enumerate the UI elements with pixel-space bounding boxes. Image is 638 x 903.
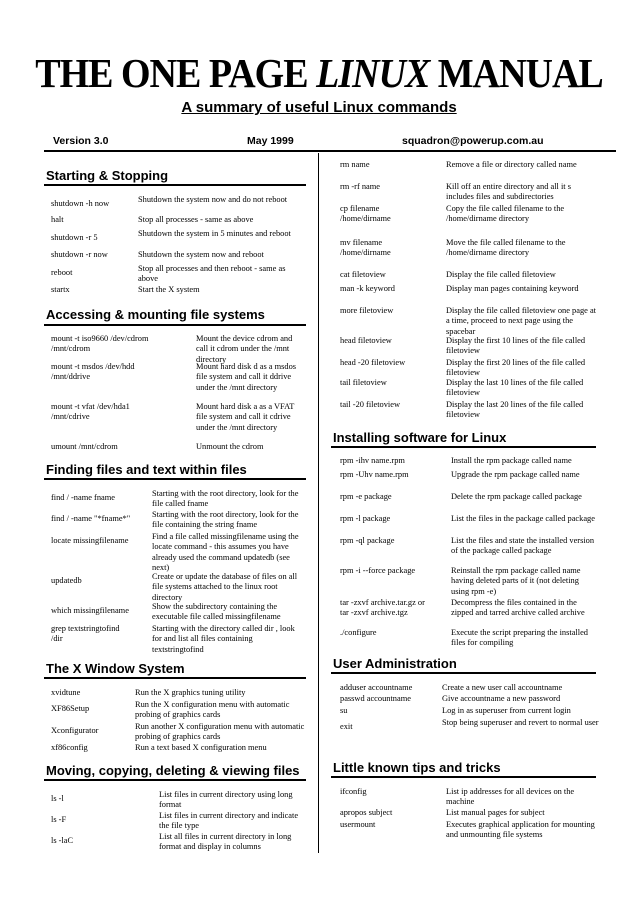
title-part: THE ONE PAGE (35, 51, 317, 97)
description: Upgrade the rpm package called name (451, 470, 580, 479)
command: find / -name "*fname*" (51, 514, 131, 523)
description: Create or update the database of files on all file systems attached to the linux root directory (152, 572, 298, 602)
command: ./configure (340, 628, 377, 637)
description: Shutdown the system now and reboot (138, 250, 264, 259)
description: Decompress the files contained in the zipped and tarred archive called archive (451, 598, 585, 618)
description: Kill off an entire directory and all it s includes files and subdirectories (446, 182, 571, 202)
date: May 1999 (247, 135, 294, 147)
command: shutdown -r 5 (51, 233, 98, 242)
description: Copy the file called filename to the /home/dirname directory (446, 204, 565, 224)
title-linux: LINUX (316, 51, 430, 97)
section-title: Starting & Stopping (46, 168, 169, 183)
description: Mount hard disk d as a msdos file system and call it ddrive under the /mnt directory (196, 362, 297, 392)
description: List the files and state the installed version of the package called package (451, 536, 595, 556)
description: Delete the rpm package called package (451, 492, 582, 501)
description: Remove a file or directory called name (446, 160, 577, 169)
command: shutdown -h now (51, 199, 110, 208)
description: List ip addresses for all devices on the machine (446, 787, 575, 807)
title-part: MANUAL (429, 51, 603, 97)
section-rule (331, 446, 596, 448)
section-rule (44, 324, 306, 326)
command: umount /mnt/cdrom (51, 442, 118, 451)
command: mount -t msdos /dev/hdd /mnt/ddrive (51, 362, 135, 382)
description: Log in as superuser from current login (442, 706, 571, 715)
command: cat filetoview (340, 270, 386, 279)
description: Display the first 20 lines of the file called filetoview (446, 358, 586, 378)
command: locate missingfilename (51, 536, 129, 545)
command: ls -F (51, 815, 67, 824)
command: updatedb (51, 576, 82, 585)
command: mv filename /home/dirname (340, 238, 391, 258)
command: reboot (51, 268, 73, 277)
section-rule (331, 672, 596, 674)
version: Version 3.0 (53, 135, 109, 147)
description: Display the file called filetoview one page at a time, proceed to next page using the spacebar (446, 306, 596, 336)
command: exit (340, 722, 353, 731)
description: List all files in current directory in long format and display in columns (159, 832, 292, 852)
command: startx (51, 285, 70, 294)
command: more filetoview (340, 306, 394, 315)
description: Starting with the root directory, look for the file called fname (152, 489, 299, 509)
section-title: Moving, copying, deleting & viewing files (46, 763, 300, 778)
command: rpm -l package (340, 514, 391, 523)
description: Reinstall the rpm package called name having deleted parts of it (not deleting using rpm -e) (451, 566, 581, 596)
description: Display the first 10 lines of the file called filetoview (446, 336, 586, 356)
description: Shutdown the system in 5 minutes and reboot (138, 229, 291, 238)
subtitle: A summary of useful Linux commands (181, 99, 457, 116)
email: squadron@powerup.com.au (402, 135, 544, 147)
description: Move the file called filename to the /home/dirname directory (446, 238, 566, 258)
section-rule (44, 779, 306, 781)
command: which missingfilename (51, 606, 129, 615)
command: Xconfigurator (51, 726, 99, 735)
description: Show the subdirectory containing the executable file called missingfilename (152, 602, 281, 622)
description: Start the X system (138, 285, 200, 294)
description: Display the last 20 lines of the file called filetoview (446, 400, 584, 420)
command: adduser accountname (340, 683, 413, 692)
section-title: The X Window System (46, 661, 185, 676)
description: Execute the script preparing the installed files for compiling (451, 628, 588, 648)
description: Stop all processes - same as above (138, 215, 254, 224)
command: rpm -ihv name.rpm (340, 456, 405, 465)
description: List files in current directory and indicate the file type (159, 811, 299, 831)
section-title: User Administration (333, 656, 457, 671)
command: ls -laC (51, 836, 74, 845)
command: rpm -e package (340, 492, 392, 501)
command: tar -zxvf archive.tar.gz or tar -zxvf archive.tgz (340, 598, 425, 618)
command: man -k keyword (340, 284, 395, 293)
command: rpm -i --force package (340, 566, 416, 575)
command: find / -name fname (51, 493, 115, 502)
command: rpm -ql package (340, 536, 395, 545)
command: mount -t iso9660 /dev/cdrom /mnt/cdrom (51, 334, 149, 354)
command: su (340, 706, 348, 715)
description: Display the last 10 lines of the file called filetoview (446, 378, 584, 398)
command: rm -rf name (340, 182, 380, 191)
command: tail -20 filetoview (340, 400, 401, 409)
description: Give accountname a new password (442, 694, 561, 703)
description: Display the file called filetoview (446, 270, 556, 279)
command: passwd accountname (340, 694, 411, 703)
section-rule (331, 776, 596, 778)
header-rule (44, 150, 616, 152)
column-divider (318, 153, 319, 853)
command: usermount (340, 820, 376, 829)
description: List files in current directory using long format (159, 790, 293, 810)
description: List the files in the package called package (451, 514, 595, 523)
command: head -20 filetoview (340, 358, 406, 367)
command: xf86config (51, 743, 88, 752)
command: XF86Setup (51, 704, 90, 713)
description: List manual pages for subject (446, 808, 545, 817)
command: rm name (340, 160, 370, 169)
description: Stop all processes and then reboot - same as above (138, 264, 286, 284)
command: xvidtune (51, 688, 81, 697)
command: halt (51, 215, 64, 224)
description: Shutdown the system now and do not reboot (138, 195, 288, 204)
page-title (0, 50, 638, 98)
description: Run another X configuration menu with automatic probing of graphics cards (135, 722, 305, 742)
command: rpm -Uhv name.rpm (340, 470, 409, 479)
description: Create a new user call accountname (442, 683, 563, 692)
description: Install the rpm package called name (451, 456, 572, 465)
command: mount -t vfat /dev/hda1 /mnt/cdrive (51, 402, 130, 422)
section-title: Installing software for Linux (333, 430, 507, 445)
section-title: Accessing & mounting file systems (46, 307, 265, 322)
command: head filetoview (340, 336, 392, 345)
command: apropos subject (340, 808, 393, 817)
command: ifconfig (340, 787, 367, 796)
command: shutdown -r now (51, 250, 108, 259)
description: Run the X configuration menu with automatic probing of graphics cards (135, 700, 290, 720)
command: cp filename /home/dirname (340, 204, 391, 224)
section-rule (44, 184, 306, 186)
description: Display man pages containing keyword (446, 284, 579, 293)
command: ls -l (51, 794, 64, 803)
description: Stop being superuser and revert to normal user (442, 718, 599, 727)
command: tail filetoview (340, 378, 387, 387)
description: Starting with the directory called dir , look for and list all files containing textstringtofind (152, 624, 295, 654)
section-title: Finding files and text within files (46, 462, 247, 477)
description: Executes graphical application for mounting and unmounting file systems (446, 820, 595, 840)
section-rule (44, 677, 306, 679)
section-rule (44, 478, 306, 480)
description: Run the X graphics tuning utility (135, 688, 246, 697)
description: Find a file called missingfilename using the locate command - this assumes you have already used the command updatedb (see next) (152, 532, 299, 572)
description: Mount the device cdrom and call it cdrom under the /mnt directory (196, 334, 293, 364)
description: Mount hard disk a as a VFAT file system and call it cdrive under the /mnt directory (196, 402, 295, 432)
description: Starting with the root directory, look for the file containing the string fname (152, 510, 299, 530)
command: grep textstringtofind /dir (51, 624, 120, 644)
section-title: Little known tips and tricks (333, 760, 501, 775)
description: Unmount the cdrom (196, 442, 264, 451)
description: Run a text based X configuration menu (135, 743, 267, 752)
